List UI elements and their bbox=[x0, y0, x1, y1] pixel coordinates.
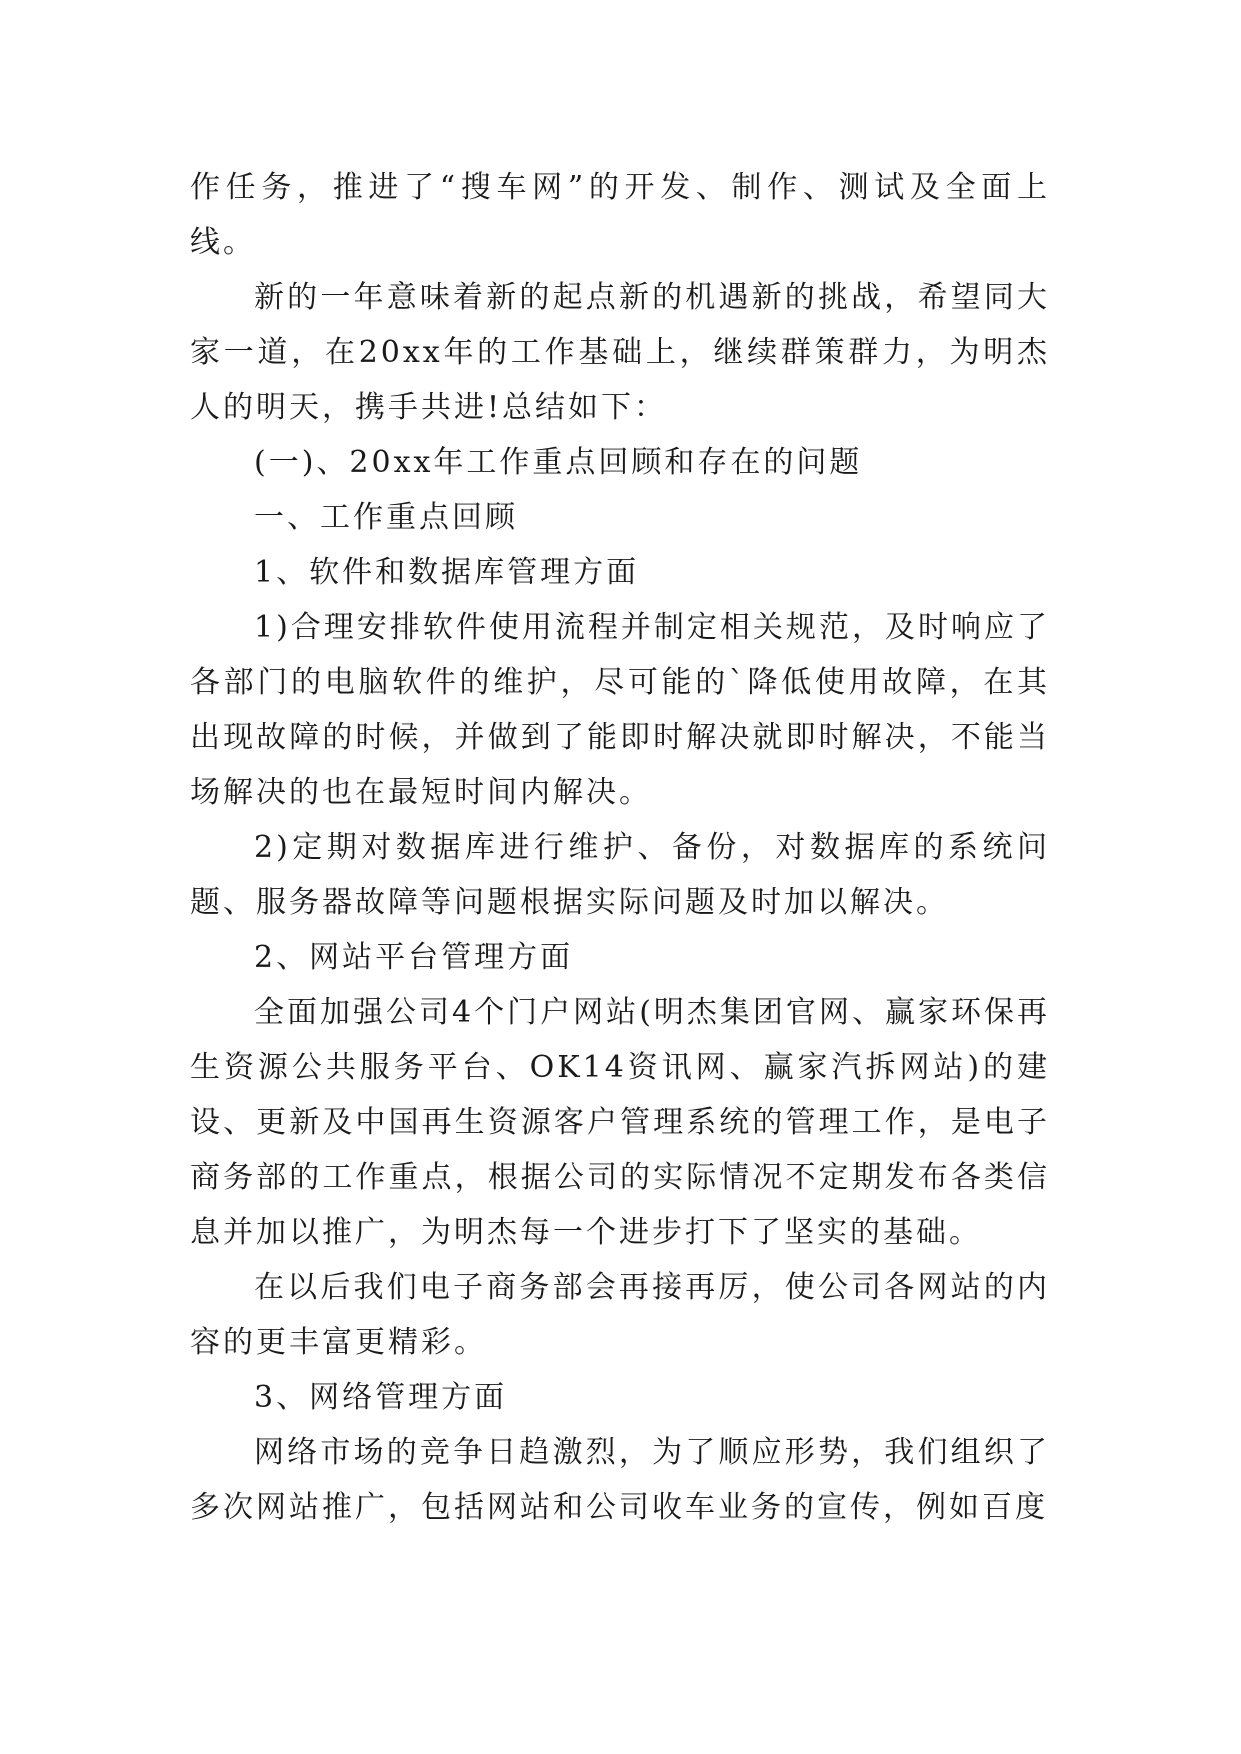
subheading-network: 3、网络管理方面 bbox=[254, 1380, 508, 1415]
paragraph-1: 作任务，推进了“搜车网”的开发、制作、测试及全面上线。 bbox=[190, 170, 1050, 260]
paragraph-software: 1)合理安排软件使用流程并制定相关规范，及时响应了各部门的电脑软件的维护，尽可能的`降低使用故障，在其出现故障的时候，并做到了能即时解决就即时解决，不能当场解决的也在最短时间内解决。 bbox=[190, 610, 1050, 810]
heading-work-focus: 一、工作重点回顾 bbox=[254, 500, 518, 535]
paragraph-future: 在以后我们电子商务部会再接再厉，使公司各网站的内容的更丰富更精彩。 bbox=[190, 1270, 1050, 1360]
paragraph-2: 新的一年意味着新的起点新的机遇新的挑战，希望同大家一道，在20xx年的工作基础上，继续群策群力，为明杰人的明天，携手共进!总结如下： bbox=[190, 280, 1050, 425]
paragraph-network: 网络市场的竞争日趋激烈，为了顺应形势，我们组织了多次网站推广，包括网站和公司收车业务的宣传，例如百度 bbox=[190, 1435, 1050, 1525]
section-heading-review: (一)、20xx年工作重点回顾和存在的问题 bbox=[254, 445, 863, 480]
paragraph-websites: 全面加强公司4个门户网站(明杰集团官网、赢家环保再生资源公共服务平台、OK14资讯网、赢家汽拆网站)的建设、更新及中国再生资源客户管理系统的管理工作，是电子商务部的工作重点，根据公司的实际情况不定期发布各类信息并加以推广，为明杰每一个进步打下了坚实的基础。 bbox=[190, 995, 1050, 1250]
subheading-website-platform: 2、网站平台管理方面 bbox=[254, 940, 574, 975]
subheading-software-database: 1、软件和数据库管理方面 bbox=[254, 555, 640, 590]
document-page bbox=[190, 160, 1050, 1535]
paragraph-database: 2)定期对数据库进行维护、备份，对数据库的系统问题、服务器故障等问题根据实际问题及时加以解决。 bbox=[190, 830, 1050, 920]
